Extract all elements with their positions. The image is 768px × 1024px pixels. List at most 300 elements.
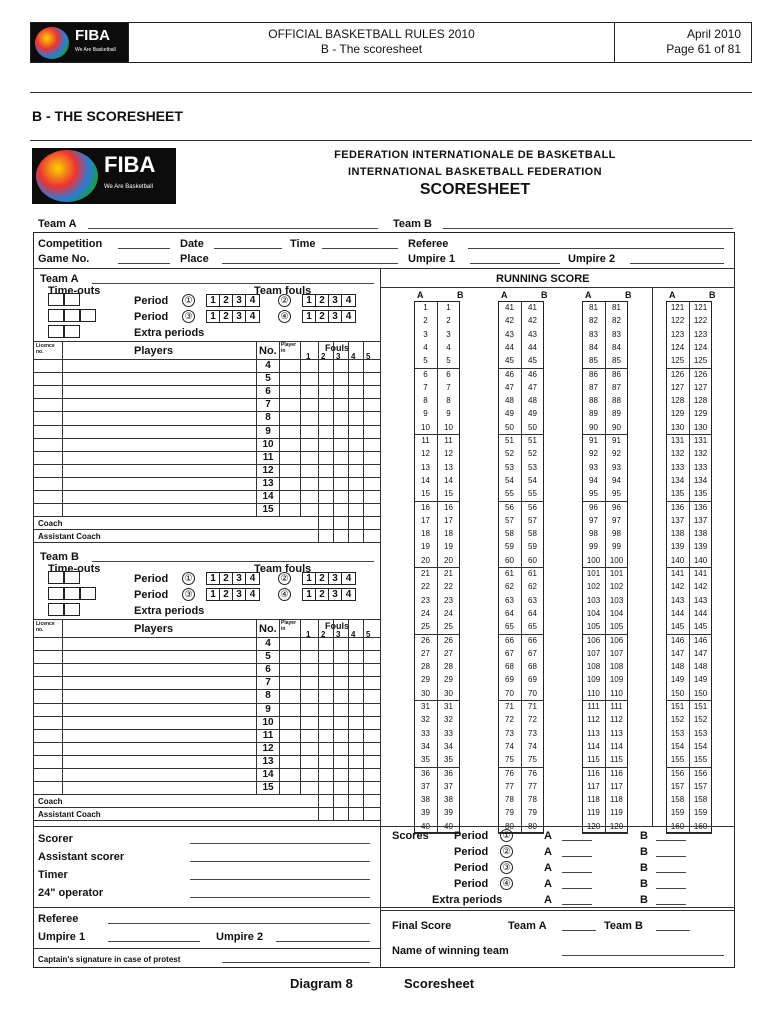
running-score-cell[interactable]: 24 — [444, 608, 453, 618]
running-score-cell[interactable]: 74 — [528, 741, 537, 751]
running-score-cell[interactable]: 120 — [586, 821, 601, 831]
running-score-cell[interactable]: 62 — [505, 582, 514, 592]
running-score-cell[interactable]: 101 — [609, 569, 624, 578]
running-score-cell[interactable]: 147 — [693, 648, 708, 658]
running-score-cell[interactable]: 31 — [444, 702, 453, 711]
timeout-box[interactable] — [64, 571, 80, 584]
running-score-cell[interactable]: 124 — [693, 342, 708, 352]
running-score-cell[interactable]: 16 — [444, 502, 453, 512]
running-score-cell[interactable]: 36 — [421, 768, 430, 778]
running-score-cell[interactable]: 104 — [586, 608, 601, 618]
running-score-cell[interactable]: 22 — [444, 582, 453, 592]
running-score-cell[interactable]: 83 — [589, 329, 598, 339]
running-score-cell[interactable]: 58 — [528, 529, 537, 539]
score-a-field[interactable] — [562, 888, 592, 889]
timeout-box[interactable] — [80, 309, 96, 322]
running-score-cell[interactable]: 106 — [586, 635, 601, 645]
score-b-field[interactable] — [656, 840, 686, 841]
running-score-cell[interactable]: 23 — [444, 595, 453, 605]
running-score-cell[interactable]: 68 — [505, 662, 514, 672]
team-foul-boxes[interactable] — [206, 310, 260, 323]
running-score-cell[interactable]: 103 — [586, 595, 601, 605]
running-score-cell[interactable]: 95 — [612, 489, 621, 499]
running-score-cell[interactable]: 131 — [670, 436, 685, 445]
running-score-cell[interactable]: 68 — [528, 662, 537, 672]
foul-box[interactable]: 2 — [220, 295, 233, 306]
timeout-box[interactable] — [48, 325, 64, 338]
running-score-cell[interactable]: 52 — [528, 449, 537, 459]
foul-box[interactable]: 4 — [249, 295, 256, 306]
running-score-cell[interactable]: 132 — [670, 449, 685, 459]
foul-box[interactable]: 2 — [316, 295, 329, 306]
running-score-cell[interactable]: 107 — [586, 648, 601, 658]
running-score-cell[interactable]: 130 — [693, 422, 708, 432]
running-score-cell[interactable]: 43 — [505, 329, 514, 339]
running-score-cell[interactable]: 62 — [528, 582, 537, 592]
running-score-cell[interactable]: 152 — [693, 715, 708, 725]
running-score-cell[interactable]: 75 — [505, 755, 514, 765]
running-score-cell[interactable]: 76 — [505, 768, 514, 778]
running-score-cell[interactable]: 133 — [670, 462, 685, 472]
running-score-cell[interactable]: 155 — [693, 755, 708, 765]
running-score-cell[interactable]: 150 — [670, 688, 685, 698]
foul-box[interactable]: 3 — [329, 311, 342, 322]
running-score-cell[interactable]: 151 — [670, 702, 685, 711]
timeout-box[interactable] — [48, 603, 64, 616]
running-score-cell[interactable]: 110 — [587, 688, 600, 698]
running-score-cell[interactable]: 124 — [670, 342, 685, 352]
running-score-cell[interactable]: 154 — [693, 741, 708, 751]
running-score-cell[interactable]: 24 — [421, 608, 430, 618]
running-score-cell[interactable]: 30 — [444, 688, 453, 698]
running-score-cell[interactable]: 99 — [612, 542, 621, 552]
foul-box[interactable]: 2 — [316, 589, 329, 600]
running-score-cell[interactable]: 142 — [693, 582, 708, 592]
running-score-cell[interactable]: 136 — [670, 502, 685, 512]
team-a-field[interactable] — [88, 228, 378, 229]
running-score-cell[interactable]: 92 — [589, 449, 598, 459]
timeout-box[interactable] — [80, 587, 96, 600]
running-score-cell[interactable]: 53 — [528, 462, 537, 472]
running-score-cell[interactable]: 4 — [446, 342, 451, 352]
running-score-cell[interactable]: 136 — [693, 502, 708, 512]
foul-box[interactable]: 3 — [233, 311, 246, 322]
foul-box[interactable]: 1 — [303, 589, 316, 600]
running-score-cell[interactable]: 38 — [421, 795, 430, 805]
running-score-cell[interactable]: 146 — [670, 635, 685, 645]
running-score-cell[interactable]: 150 — [693, 688, 708, 698]
running-score-cell[interactable]: 61 — [505, 569, 514, 578]
running-score-cell[interactable]: 91 — [612, 436, 621, 445]
running-score-cell[interactable]: 146 — [693, 635, 708, 645]
running-score-cell[interactable]: 156 — [693, 768, 708, 778]
running-score-cell[interactable]: 152 — [670, 715, 685, 725]
foul-box[interactable]: 2 — [316, 573, 329, 584]
running-score-cell[interactable]: 156 — [670, 768, 685, 778]
running-score-cell[interactable]: 160 — [670, 821, 685, 831]
running-score-cell[interactable]: 157 — [670, 781, 685, 791]
running-score-cell[interactable]: 3 — [446, 329, 451, 339]
running-score-cell[interactable]: 100 — [609, 555, 624, 565]
foul-box[interactable]: 3 — [233, 589, 246, 600]
running-score-cell[interactable]: 88 — [589, 396, 598, 406]
running-score-cell[interactable]: 35 — [444, 755, 453, 765]
foul-box[interactable]: 4 — [345, 295, 352, 306]
running-score-cell[interactable]: 41 — [505, 303, 514, 312]
final-team-a-field[interactable] — [562, 930, 596, 931]
running-score-cell[interactable]: 35 — [421, 755, 430, 765]
running-score-cell[interactable]: 144 — [693, 608, 708, 618]
running-score-cell[interactable]: 3 — [423, 329, 428, 339]
running-score-cell[interactable]: 105 — [586, 622, 601, 632]
running-score-cell[interactable]: 158 — [670, 795, 685, 805]
running-score-cell[interactable]: 42 — [528, 316, 537, 326]
running-score-cell[interactable]: 90 — [612, 422, 621, 432]
running-score-cell[interactable]: 75 — [528, 755, 537, 765]
running-score-cell[interactable]: 32 — [421, 715, 430, 725]
running-score-cell[interactable]: 46 — [505, 369, 514, 379]
running-score-cell[interactable]: 77 — [505, 781, 514, 791]
score-a-field[interactable] — [562, 904, 592, 905]
running-score-cell[interactable]: 12 — [421, 449, 430, 459]
umpire2-bottom-field[interactable] — [276, 941, 370, 942]
final-team-b-field[interactable] — [656, 930, 690, 931]
running-score-cell[interactable]: 98 — [612, 529, 621, 539]
running-score-cell[interactable]: 21 — [421, 569, 430, 578]
running-score-cell[interactable]: 73 — [505, 728, 514, 738]
winning-team-field[interactable] — [562, 955, 724, 956]
running-score-cell[interactable]: 144 — [670, 608, 685, 618]
foul-box[interactable]: 3 — [233, 573, 246, 584]
running-score-cell[interactable]: 72 — [505, 715, 514, 725]
running-score-cell[interactable]: 141 — [693, 569, 708, 578]
running-score-cell[interactable]: 13 — [421, 462, 430, 472]
umpire2-field[interactable] — [630, 263, 724, 264]
operator-field[interactable] — [190, 897, 370, 898]
foul-box[interactable]: 1 — [303, 295, 316, 306]
running-score-cell[interactable]: 153 — [670, 728, 685, 738]
running-score-cell[interactable]: 49 — [528, 409, 537, 419]
running-score-cell[interactable]: 29 — [421, 675, 430, 685]
running-score-cell[interactable]: 129 — [693, 409, 708, 419]
running-score-cell[interactable]: 93 — [589, 462, 598, 472]
running-score-cell[interactable]: 129 — [670, 409, 685, 419]
running-score-cell[interactable]: 44 — [505, 342, 514, 352]
running-score-cell[interactable]: 50 — [505, 422, 514, 432]
running-score-cell[interactable]: 114 — [587, 741, 600, 751]
running-score-cell[interactable]: 84 — [589, 342, 598, 352]
running-score-cell[interactable]: 37 — [421, 781, 430, 791]
running-score-cell[interactable]: 43 — [528, 329, 537, 339]
running-score-cell[interactable]: 96 — [589, 502, 598, 512]
running-score-cell[interactable]: 121 — [693, 303, 708, 312]
score-b-field[interactable] — [656, 872, 686, 873]
running-score-cell[interactable]: 97 — [589, 515, 598, 525]
foul-box[interactable]: 4 — [249, 589, 256, 600]
foul-box[interactable]: 1 — [303, 573, 316, 584]
running-score-cell[interactable]: 19 — [444, 542, 453, 552]
running-score-cell[interactable]: 34 — [421, 741, 430, 751]
running-score-cell[interactable]: 16 — [421, 502, 430, 512]
running-score-cell[interactable]: 17 — [444, 515, 453, 525]
running-score-cell[interactable]: 21 — [444, 569, 453, 578]
running-score-cell[interactable]: 2 — [446, 316, 451, 326]
running-score-cell[interactable]: 61 — [528, 569, 537, 578]
running-score-cell[interactable]: 143 — [693, 595, 708, 605]
captain-field[interactable] — [222, 962, 370, 963]
running-score-cell[interactable]: 52 — [505, 449, 514, 459]
running-score-cell[interactable]: 155 — [670, 755, 685, 765]
running-score-cell[interactable]: 29 — [444, 675, 453, 685]
running-score-cell[interactable]: 104 — [609, 608, 624, 618]
foul-box[interactable]: 1 — [207, 573, 220, 584]
foul-box[interactable]: 2 — [220, 589, 233, 600]
timeout-box[interactable] — [64, 293, 80, 306]
running-score-cell[interactable]: 90 — [589, 422, 598, 432]
foul-box[interactable]: 3 — [329, 589, 342, 600]
running-score-cell[interactable]: 116 — [610, 768, 623, 778]
running-score-cell[interactable]: 64 — [528, 608, 537, 618]
running-score-cell[interactable]: 67 — [505, 648, 514, 658]
running-score-cell[interactable]: 63 — [528, 595, 537, 605]
running-score-cell[interactable]: 141 — [670, 569, 685, 578]
running-score-cell[interactable]: 101 — [586, 569, 601, 578]
running-score-cell[interactable]: 47 — [505, 382, 514, 392]
score-a-field[interactable] — [562, 872, 592, 873]
running-score-cell[interactable]: 103 — [609, 595, 624, 605]
running-score-cell[interactable]: 111 — [587, 702, 600, 711]
team-foul-boxes[interactable] — [302, 310, 356, 323]
running-score-cell[interactable]: 48 — [505, 396, 514, 406]
running-score-cell[interactable]: 26 — [421, 635, 430, 645]
running-score-cell[interactable]: 39 — [444, 808, 453, 818]
running-score-cell[interactable]: 120 — [609, 821, 624, 831]
foul-box[interactable]: 4 — [345, 573, 352, 584]
running-score-cell[interactable]: 57 — [528, 515, 537, 525]
running-score-cell[interactable]: 149 — [693, 675, 708, 685]
foul-box[interactable]: 3 — [329, 573, 342, 584]
foul-box[interactable]: 4 — [249, 311, 256, 322]
running-score-cell[interactable]: 4 — [423, 342, 428, 352]
running-score-cell[interactable]: 20 — [444, 555, 453, 565]
running-score-cell[interactable]: 145 — [670, 622, 685, 632]
running-score-cell[interactable]: 112 — [610, 715, 623, 725]
running-score-cell[interactable]: 118 — [610, 795, 623, 805]
referee-field[interactable] — [468, 248, 724, 249]
timeout-box[interactable] — [64, 325, 80, 338]
timeout-box[interactable] — [48, 587, 64, 600]
running-score-cell[interactable]: 123 — [670, 329, 685, 339]
running-score-cell[interactable]: 117 — [587, 781, 600, 791]
running-score-cell[interactable]: 137 — [693, 515, 708, 525]
running-score-cell[interactable]: 159 — [670, 808, 685, 818]
running-score-cell[interactable]: 132 — [693, 449, 708, 459]
running-score-cell[interactable]: 15 — [444, 489, 453, 499]
running-score-cell[interactable]: 71 — [528, 702, 537, 711]
running-score-cell[interactable]: 93 — [612, 462, 621, 472]
running-score-cell[interactable]: 82 — [612, 316, 621, 326]
running-score-cell[interactable]: 12 — [444, 449, 453, 459]
running-score-cell[interactable]: 19 — [421, 542, 430, 552]
running-score-cell[interactable]: 81 — [589, 303, 598, 312]
running-score-cell[interactable]: 57 — [505, 515, 514, 525]
running-score-cell[interactable]: 47 — [528, 382, 537, 392]
umpire1-bottom-field[interactable] — [108, 941, 200, 942]
running-score-cell[interactable]: 85 — [589, 356, 598, 366]
running-score-cell[interactable]: 50 — [528, 422, 537, 432]
running-score-cell[interactable]: 25 — [444, 622, 453, 632]
running-score-cell[interactable]: 127 — [693, 382, 708, 392]
running-score-cell[interactable]: 5 — [423, 356, 428, 366]
running-score-cell[interactable]: 13 — [444, 462, 453, 472]
running-score-cell[interactable]: 60 — [505, 555, 514, 565]
running-score-cell[interactable]: 137 — [670, 515, 685, 525]
running-score-cell[interactable]: 54 — [505, 475, 514, 485]
running-score-cell[interactable]: 84 — [612, 342, 621, 352]
running-score-cell[interactable]: 140 — [670, 555, 685, 565]
foul-box[interactable]: 2 — [220, 311, 233, 322]
foul-box[interactable]: 1 — [207, 295, 220, 306]
running-score-cell[interactable]: 89 — [589, 409, 598, 419]
timeout-box[interactable] — [64, 587, 80, 600]
running-score-cell[interactable]: 86 — [589, 369, 598, 379]
running-score-cell[interactable]: 22 — [421, 582, 430, 592]
running-score-cell[interactable]: 115 — [610, 755, 623, 765]
team-foul-boxes[interactable] — [206, 588, 260, 601]
timeout-box[interactable] — [48, 309, 64, 322]
running-score-cell[interactable]: 119 — [610, 808, 623, 818]
running-score-cell[interactable]: 30 — [421, 688, 430, 698]
running-score-cell[interactable]: 8 — [423, 396, 428, 406]
running-score-cell[interactable]: 116 — [587, 768, 600, 778]
running-score-cell[interactable]: 139 — [693, 542, 708, 552]
running-score-cell[interactable]: 148 — [670, 662, 685, 672]
running-score-cell[interactable]: 108 — [609, 662, 624, 672]
running-score-cell[interactable]: 73 — [528, 728, 537, 738]
assistant-scorer-field[interactable] — [190, 861, 370, 862]
running-score-cell[interactable]: 70 — [528, 688, 537, 698]
running-score-cell[interactable]: 7 — [446, 382, 451, 392]
running-score-cell[interactable]: 5 — [446, 356, 451, 366]
foul-box[interactable]: 4 — [249, 573, 256, 584]
running-score-cell[interactable]: 80 — [528, 821, 537, 831]
foul-box[interactable]: 3 — [329, 295, 342, 306]
running-score-cell[interactable]: 34 — [444, 741, 453, 751]
running-score-cell[interactable]: 44 — [528, 342, 537, 352]
running-score-cell[interactable]: 42 — [505, 316, 514, 326]
running-score-cell[interactable]: 140 — [693, 555, 708, 565]
running-score-cell[interactable]: 51 — [505, 436, 514, 445]
running-score-cell[interactable]: 82 — [589, 316, 598, 326]
running-score-cell[interactable]: 91 — [589, 436, 598, 445]
running-score-cell[interactable]: 135 — [670, 489, 685, 499]
running-score-cell[interactable]: 38 — [444, 795, 453, 805]
running-score-cell[interactable]: 6 — [446, 369, 451, 379]
running-score-cell[interactable]: 81 — [612, 303, 621, 312]
running-score-cell[interactable]: 8 — [446, 396, 451, 406]
running-score-cell[interactable]: 135 — [693, 489, 708, 499]
running-score-cell[interactable]: 46 — [528, 369, 537, 379]
running-score-cell[interactable]: 113 — [587, 728, 600, 738]
running-score-cell[interactable]: 17 — [421, 515, 430, 525]
foul-box[interactable]: 1 — [303, 311, 316, 322]
team-b-name-field[interactable] — [92, 561, 374, 562]
score-b-field[interactable] — [656, 888, 686, 889]
running-score-cell[interactable]: 128 — [670, 396, 685, 406]
running-score-cell[interactable]: 79 — [528, 808, 537, 818]
running-score-cell[interactable]: 33 — [421, 728, 430, 738]
referee-bottom-field[interactable] — [108, 923, 370, 924]
team-foul-boxes[interactable] — [302, 294, 356, 307]
running-score-cell[interactable]: 126 — [670, 369, 685, 379]
running-score-cell[interactable]: 10 — [444, 422, 453, 432]
running-score-cell[interactable]: 143 — [670, 595, 685, 605]
timer-field[interactable] — [190, 879, 370, 880]
date-field[interactable] — [214, 248, 282, 249]
running-score-cell[interactable]: 69 — [528, 675, 537, 685]
running-score-cell[interactable]: 114 — [610, 741, 623, 751]
running-score-cell[interactable]: 6 — [423, 369, 428, 379]
running-score-cell[interactable]: 26 — [444, 635, 453, 645]
running-score-cell[interactable]: 94 — [589, 475, 598, 485]
timeout-box[interactable] — [64, 603, 80, 616]
score-b-field[interactable] — [656, 856, 686, 857]
running-score-cell[interactable]: 87 — [589, 382, 598, 392]
running-score-cell[interactable]: 113 — [610, 728, 623, 738]
running-score-cell[interactable]: 65 — [528, 622, 537, 632]
running-score-cell[interactable]: 102 — [609, 582, 624, 592]
team-a-name-field[interactable] — [92, 283, 374, 284]
running-score-cell[interactable]: 131 — [693, 436, 708, 445]
running-score-cell[interactable]: 128 — [693, 396, 708, 406]
running-score-cell[interactable]: 125 — [693, 356, 708, 366]
running-score-cell[interactable]: 133 — [693, 462, 708, 472]
running-score-cell[interactable]: 64 — [505, 608, 514, 618]
running-score-cell[interactable]: 36 — [444, 768, 453, 778]
running-score-cell[interactable]: 87 — [612, 382, 621, 392]
running-score-cell[interactable]: 102 — [586, 582, 601, 592]
running-score-cell[interactable]: 89 — [612, 409, 621, 419]
running-score-cell[interactable]: 122 — [693, 316, 708, 326]
running-score-cell[interactable]: 85 — [612, 356, 621, 366]
team-foul-boxes[interactable] — [302, 572, 356, 585]
running-score-cell[interactable]: 145 — [693, 622, 708, 632]
timeout-box[interactable] — [64, 309, 80, 322]
running-score-cell[interactable]: 142 — [670, 582, 685, 592]
running-score-cell[interactable]: 49 — [505, 409, 514, 419]
running-score-cell[interactable]: 99 — [589, 542, 598, 552]
running-score-cell[interactable]: 69 — [505, 675, 514, 685]
running-score-cell[interactable]: 80 — [505, 821, 514, 831]
foul-box[interactable]: 1 — [207, 589, 220, 600]
running-score-cell[interactable]: 56 — [505, 502, 514, 512]
umpire1-field[interactable] — [470, 263, 560, 264]
running-score-cell[interactable]: 130 — [670, 422, 685, 432]
game-no-field[interactable] — [118, 263, 170, 264]
running-score-cell[interactable]: 95 — [589, 489, 598, 499]
running-score-cell[interactable]: 110 — [610, 688, 623, 698]
score-a-field[interactable] — [562, 856, 592, 857]
running-score-cell[interactable]: 59 — [528, 542, 537, 552]
running-score-cell[interactable]: 109 — [609, 675, 624, 685]
running-score-cell[interactable]: 15 — [421, 489, 430, 499]
running-score-cell[interactable]: 25 — [421, 622, 430, 632]
running-score-cell[interactable]: 60 — [528, 555, 537, 565]
running-score-cell[interactable]: 117 — [610, 781, 623, 791]
running-score-cell[interactable]: 97 — [612, 515, 621, 525]
running-score-cell[interactable]: 88 — [612, 396, 621, 406]
running-score-cell[interactable]: 23 — [421, 595, 430, 605]
